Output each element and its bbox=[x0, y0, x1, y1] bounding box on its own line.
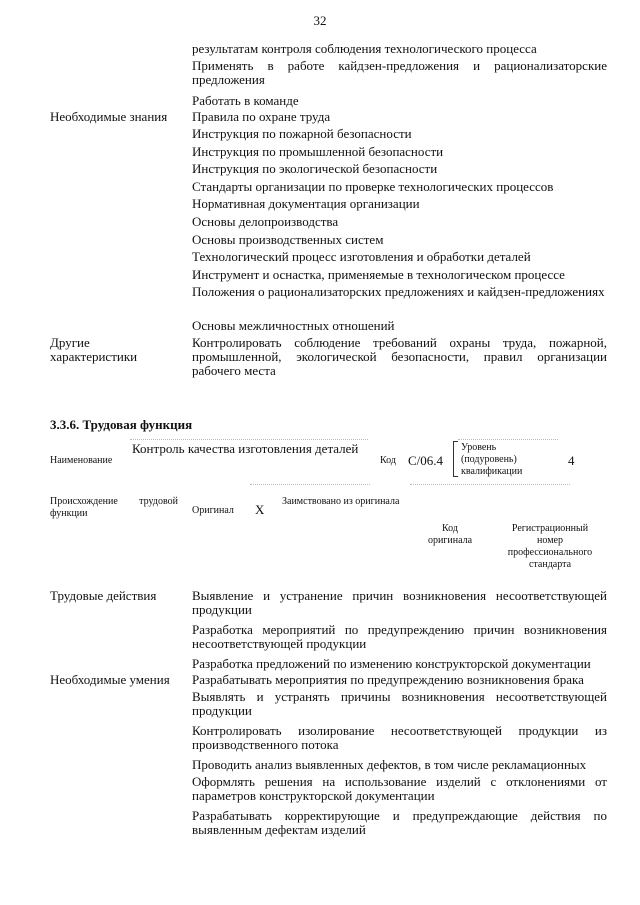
borrowed-label: Заимствовано из оригинала bbox=[282, 496, 400, 507]
action-item: Разработка предложений по изменению конструкторской документации bbox=[192, 656, 591, 671]
code-original-label: Код оригинала bbox=[427, 523, 473, 546]
reg-number-label: Регистрационный номер профессионального стандарта bbox=[507, 523, 593, 570]
knowledge-label: Необходимые знания bbox=[50, 109, 168, 124]
skill-item: Контролировать изолирование несоответствующей продукции из производственного потока bbox=[192, 723, 607, 752]
knowledge-item: Технологический процесс изготовления и обработки деталей bbox=[192, 249, 531, 264]
skills-label: Необходимые умения bbox=[50, 672, 170, 687]
code-value: С/06.4 bbox=[408, 453, 444, 468]
knowledge-item: Основы межличностных отношений bbox=[192, 318, 395, 333]
knowledge-item: Нормативная документация организации bbox=[192, 196, 420, 211]
skill-item: Проводить анализ выявленных дефектов, в том числе рекламационных bbox=[192, 757, 587, 772]
knowledge-item: Правила по охране труда bbox=[192, 109, 331, 124]
page-number: 32 bbox=[313, 13, 327, 28]
skill-item: Выявлять и устранять причины возникновения несоответствующей продукции bbox=[192, 689, 607, 718]
original-label: Оригинал bbox=[192, 505, 234, 516]
knowledge-item: Инструкция по промышленной безопасности bbox=[192, 144, 444, 159]
other-text: Контролировать соблюдение требований охраны труда, пожарной, промышленной, экологической безопасности, правил организации рабочего места bbox=[192, 335, 607, 378]
divider bbox=[130, 439, 368, 440]
name-value: Контроль качества изготовления деталей bbox=[132, 441, 359, 456]
code-label: Код bbox=[380, 455, 396, 466]
other-label: Другие характеристики bbox=[50, 335, 138, 364]
divider bbox=[250, 484, 370, 485]
knowledge-item: Инструкция по пожарной безопасности bbox=[192, 126, 412, 141]
knowledge-item: Инструкция по экологической безопасности bbox=[192, 161, 438, 176]
action-item: Разработка мероприятий по предупреждению причин возникновения несоответствующей продукции bbox=[192, 622, 607, 651]
knowledge-item: Положения о рационализаторских предложениях и кайдзен-предложениях bbox=[192, 284, 605, 299]
skill-item: Разрабатывать корректирующие и предупреждающие действия по выявленным дефектам изделий bbox=[192, 808, 607, 837]
skill-item: Разрабатывать мероприятия по предупреждению возникновения брака bbox=[192, 672, 584, 687]
divider bbox=[458, 439, 558, 440]
actions-label: Трудовые действия bbox=[50, 588, 157, 603]
knowledge-item: Инструмент и оснастка, применяемые в технологическом процессе bbox=[192, 267, 565, 282]
skill-item: Работать в команде bbox=[192, 93, 299, 108]
divider bbox=[410, 484, 570, 485]
skill-item: Применять в работе кайдзен-предложения и рационализаторские предложения bbox=[192, 58, 607, 87]
level-label: Уровень (подуровень) квалификации bbox=[461, 442, 523, 477]
name-label: Наименование bbox=[50, 455, 113, 466]
level-bracket bbox=[453, 441, 458, 477]
section-heading: 3.3.6. Трудовая функция bbox=[50, 417, 193, 432]
skill-item: Оформлять решения на использование изделий с отклонениями от параметров конструкторской документации bbox=[192, 774, 607, 803]
knowledge-item: Основы делопроизводства bbox=[192, 214, 339, 229]
original-mark: Х bbox=[255, 502, 265, 517]
origin-label: Происхождение трудовой функции bbox=[50, 496, 178, 519]
action-item: Выявление и устранение причин возникновения несоответствующей продукции bbox=[192, 588, 607, 617]
skill-item: результатам контроля соблюдения технологического процесса bbox=[192, 41, 537, 56]
knowledge-item: Стандарты организации по проверке технологических процессов bbox=[192, 179, 554, 194]
knowledge-item: Основы производственных систем bbox=[192, 232, 384, 247]
level-value: 4 bbox=[568, 453, 575, 468]
